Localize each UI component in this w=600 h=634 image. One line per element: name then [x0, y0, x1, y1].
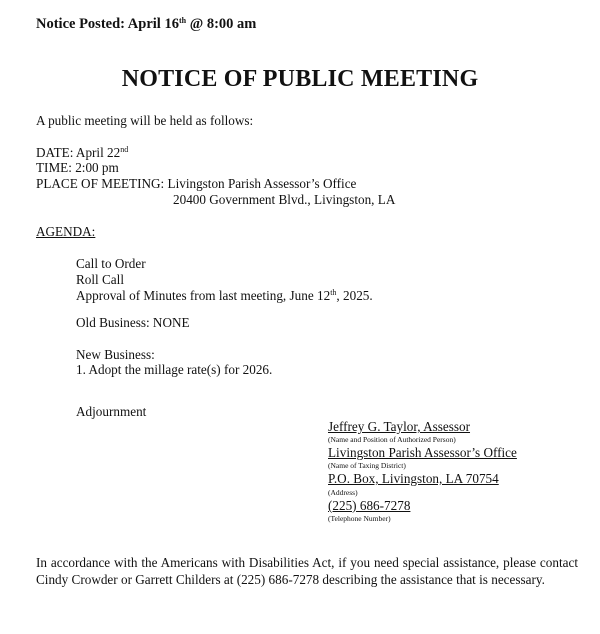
notice-posted-line: [36, 16, 256, 33]
agenda-item-approval: [76, 288, 373, 304]
signature-taxing-district: Livingston Parish Assessor’s Office: [328, 445, 517, 460]
approval-year: , 2025.: [336, 288, 373, 303]
signature-taxing-district-caption: (Name of Taxing District): [328, 461, 406, 470]
notice-posted-label: Notice Posted: April 16: [36, 16, 179, 32]
signature-name-caption: (Name and Position of Authorized Person): [328, 435, 456, 444]
approval-suffix: th: [330, 288, 337, 297]
signature-address-caption: (Address): [328, 488, 358, 497]
agenda-new-business-heading: New Business:: [76, 347, 155, 362]
agenda-old-business: Old Business: NONE: [76, 315, 190, 330]
meeting-place: PLACE OF MEETING: Livingston Parish Assessor’s Office: [36, 176, 357, 191]
meeting-date-suffix: nd: [120, 145, 129, 154]
intro-text: A public meeting will be held as follows:: [36, 113, 254, 128]
meeting-date: [36, 145, 128, 161]
notice-posted-day-suffix: th: [178, 16, 187, 25]
signature-address: P.O. Box, Livingston, LA 70754: [328, 471, 499, 486]
signature-phone-caption: (Telephone Number): [328, 514, 391, 523]
page-title: NOTICE OF PUBLIC MEETING: [121, 66, 479, 92]
approval-prefix: Approval of Minutes from last meeting, June 12: [76, 288, 331, 303]
agenda-heading: AGENDA:: [36, 224, 96, 239]
signature-phone: (225) 686-7278: [328, 498, 411, 513]
agenda-adjournment: Adjournment: [76, 404, 147, 419]
agenda-item-roll-call: Roll Call: [76, 272, 124, 287]
agenda-new-business-item: 1. Adopt the millage rate(s) for 2026.: [76, 362, 273, 377]
meeting-time: TIME: 2:00 pm: [36, 160, 119, 175]
signature-name-position: Jeffrey G. Taylor, Assessor: [328, 419, 471, 434]
notice-posted-time: @ 8:00 am: [186, 16, 257, 32]
ada-notice: In accordance with the Americans with Disabilities Act, if you need special assistance, please contact Cindy Crowder or Garrett Childers at (225) 686-7278 describing the assistance that is necessary.: [36, 555, 578, 587]
meeting-address: 20400 Government Blvd., Livingston, LA: [173, 192, 396, 207]
agenda-item-call-to-order: Call to Order: [76, 256, 146, 271]
meeting-date-label: DATE: April 22: [36, 145, 121, 160]
